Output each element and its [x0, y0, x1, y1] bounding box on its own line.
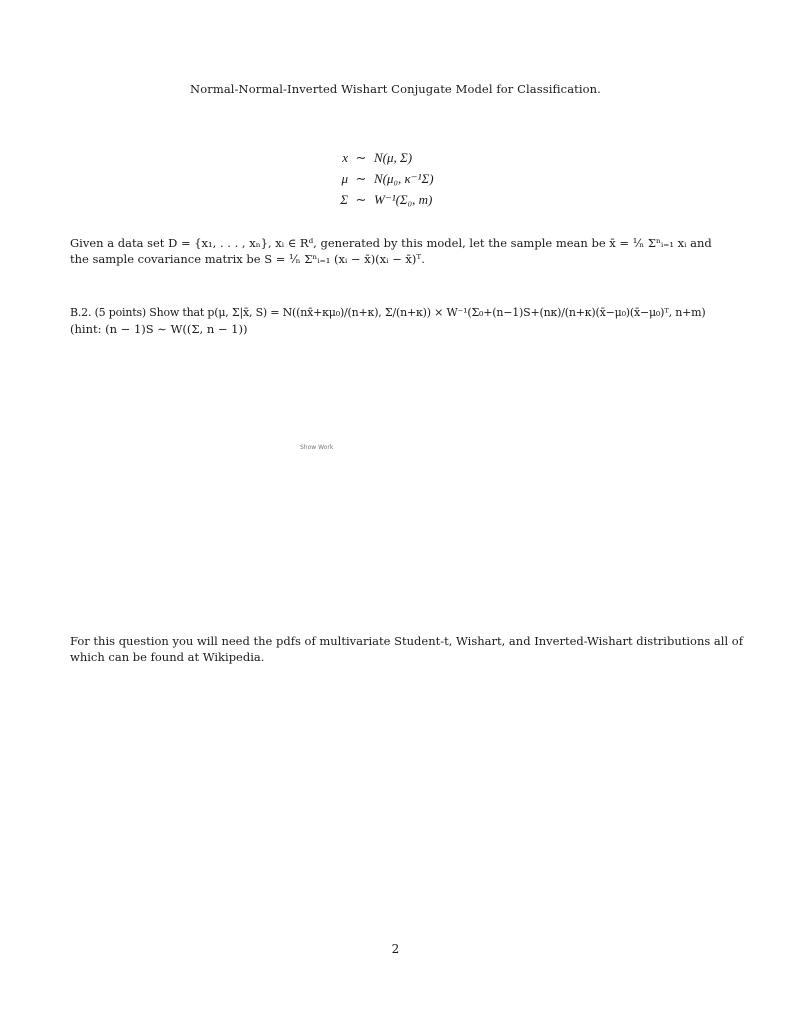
note-line-1: For this question you will need the pdfs of multivariate Student-t, Wishart, and Inverted-Wishart distributions all of	[70, 634, 743, 648]
given-line-1: Given a data set D = {x₁, . . . , xₙ}, xᵢ ∈ Rᵈ, generated by this model, let the sample mean be x̄ = ¹⁄ₙ Σⁿᵢ₌₁ xᵢ and	[70, 236, 712, 250]
question-statement: B.2. (5 points) Show that p(μ, Σ|x̄, S) = N((nx̄+κμ₀)/(n+κ), Σ/(n+κ)) × W⁻¹(Σ₀+(n−1)S+(nκ)/(n+κ)(x̄−μ₀)(x̄−μ₀)ᵀ, n+m)	[70, 306, 706, 319]
model-row-x	[308, 147, 434, 168]
note-line-2: which can be found at Wikipedia.	[70, 650, 265, 664]
question-b2	[70, 305, 725, 337]
page-number: 2	[391, 942, 400, 956]
model-lhs: x	[342, 149, 348, 165]
model-rhs: W⁻¹(Σ₀, m)	[374, 191, 433, 207]
model-lhs: μ	[341, 170, 348, 186]
model-relation: ∼	[355, 170, 367, 186]
model-row-sigma	[308, 189, 434, 210]
model-lhs: Σ	[340, 191, 348, 207]
model-relation: ∼	[355, 149, 367, 165]
model-rhs: N(μ, Σ)	[374, 149, 413, 165]
given-paragraph	[70, 235, 725, 267]
document-title: Normal-Normal-Inverted Wishart Conjugate Model for Classification.	[190, 82, 601, 96]
note-paragraph	[70, 633, 743, 665]
show-work-label: Show Work	[300, 444, 334, 451]
model-row-mu	[308, 168, 434, 189]
model-equations	[308, 147, 434, 210]
given-line-2: the sample covariance matrix be S = ¹⁄ₙ Σⁿᵢ₌₁ (xᵢ − x̄)(xᵢ − x̄)ᵀ.	[70, 252, 425, 266]
question-hint: (hint: (n − 1)S ∼ W((Σ, n − 1))	[70, 322, 248, 336]
model-rhs: N(μ₀, κ⁻¹Σ)	[374, 170, 434, 186]
model-relation: ∼	[355, 191, 367, 207]
